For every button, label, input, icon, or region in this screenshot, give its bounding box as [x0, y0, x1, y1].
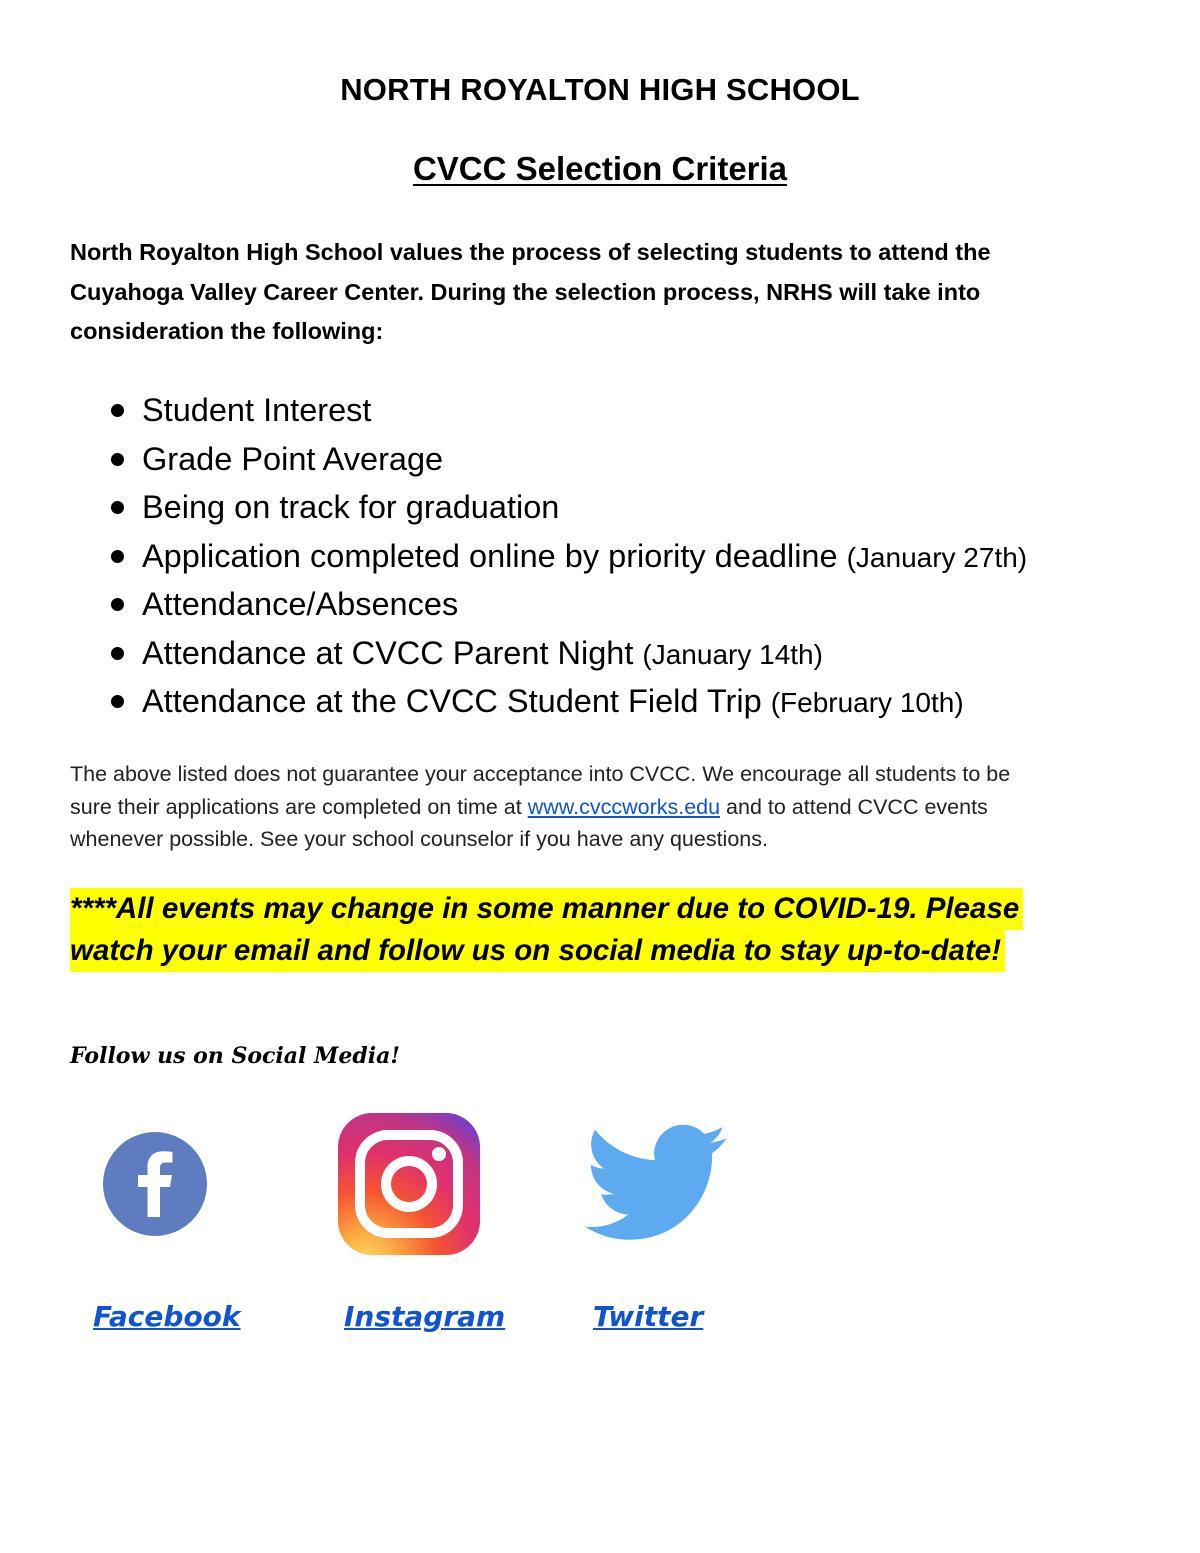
- criteria-item: [100, 580, 1027, 629]
- criteria-date: (February 10th): [770, 687, 964, 718]
- bullet-icon: [111, 501, 124, 514]
- bullet-icon: [111, 598, 124, 611]
- intro-paragraph: [70, 233, 1130, 352]
- criteria-text: Application completed online by priority deadline: [142, 537, 838, 574]
- page-title-text: CVCC Selection Criteria: [412, 150, 788, 187]
- cvccworks-link[interactable]: www.cvccworks.edu: [527, 794, 721, 819]
- criteria-item: [100, 677, 1027, 726]
- bullet-icon: [111, 647, 124, 660]
- bullet-icon: [111, 550, 124, 563]
- intro-line: North Royalton High School values the process of selecting students to attend the: [70, 239, 991, 265]
- criteria-text: Attendance/Absences: [142, 586, 459, 622]
- twitter-link[interactable]: Twitter: [593, 1300, 704, 1333]
- intro-line: Cuyahoga Valley Career Center. During the selection process, NRHS will take into: [70, 278, 981, 305]
- covid-notice: [70, 888, 1023, 972]
- notice-line: watch your email and follow us on social media to stay up-to-date!: [70, 930, 1005, 972]
- criteria-text: Attendance at CVCC Parent Night: [142, 634, 634, 671]
- criteria-text: Student Interest: [142, 392, 372, 428]
- criteria-list: [100, 386, 1027, 726]
- bullet-icon: [111, 695, 124, 708]
- criteria-item: [100, 532, 1027, 581]
- school-name: NORTH ROYALTON HIGH SCHOOL: [340, 72, 860, 107]
- social-heading: Follow us on Social Media!: [70, 1043, 401, 1069]
- twitter-icon[interactable]: [585, 1124, 729, 1242]
- intro-line: consideration the following:: [70, 318, 384, 344]
- disclaimer-line: [70, 791, 1150, 824]
- disclaimer-text: and to attend CVCC events: [720, 794, 988, 819]
- facebook-icon[interactable]: [102, 1131, 208, 1237]
- page-title: [0, 150, 1200, 188]
- disclaimer-line: whenever possible. See your school counselor if you have any questions.: [70, 827, 768, 851]
- criteria-text: Grade Point Average: [142, 440, 444, 477]
- bullet-icon: [111, 453, 124, 466]
- criteria-text: Being on track for graduation: [142, 489, 560, 525]
- disclaimer-paragraph: [70, 758, 1150, 856]
- notice-line: ****All events may change in some manner due to COVID-19. Please: [70, 888, 1023, 930]
- criteria-date: (January 14th): [642, 638, 823, 670]
- criteria-item: [100, 629, 1027, 678]
- instagram-link[interactable]: Instagram: [344, 1300, 506, 1333]
- instagram-icon[interactable]: [338, 1113, 480, 1255]
- criteria-text: Attendance at the CVCC Student Field Trip: [142, 683, 762, 719]
- disclaimer-line: The above listed does not guarantee your acceptance into CVCC. We encourage all students to be: [70, 762, 1011, 786]
- criteria-item: [100, 483, 1027, 532]
- disclaimer-text: sure their applications are completed on time at: [70, 794, 528, 819]
- criteria-item: [100, 386, 1027, 435]
- criteria-item: [100, 435, 1027, 484]
- bullet-icon: [111, 404, 124, 417]
- criteria-date: (January 27th): [846, 541, 1028, 573]
- facebook-link[interactable]: Facebook: [93, 1300, 241, 1333]
